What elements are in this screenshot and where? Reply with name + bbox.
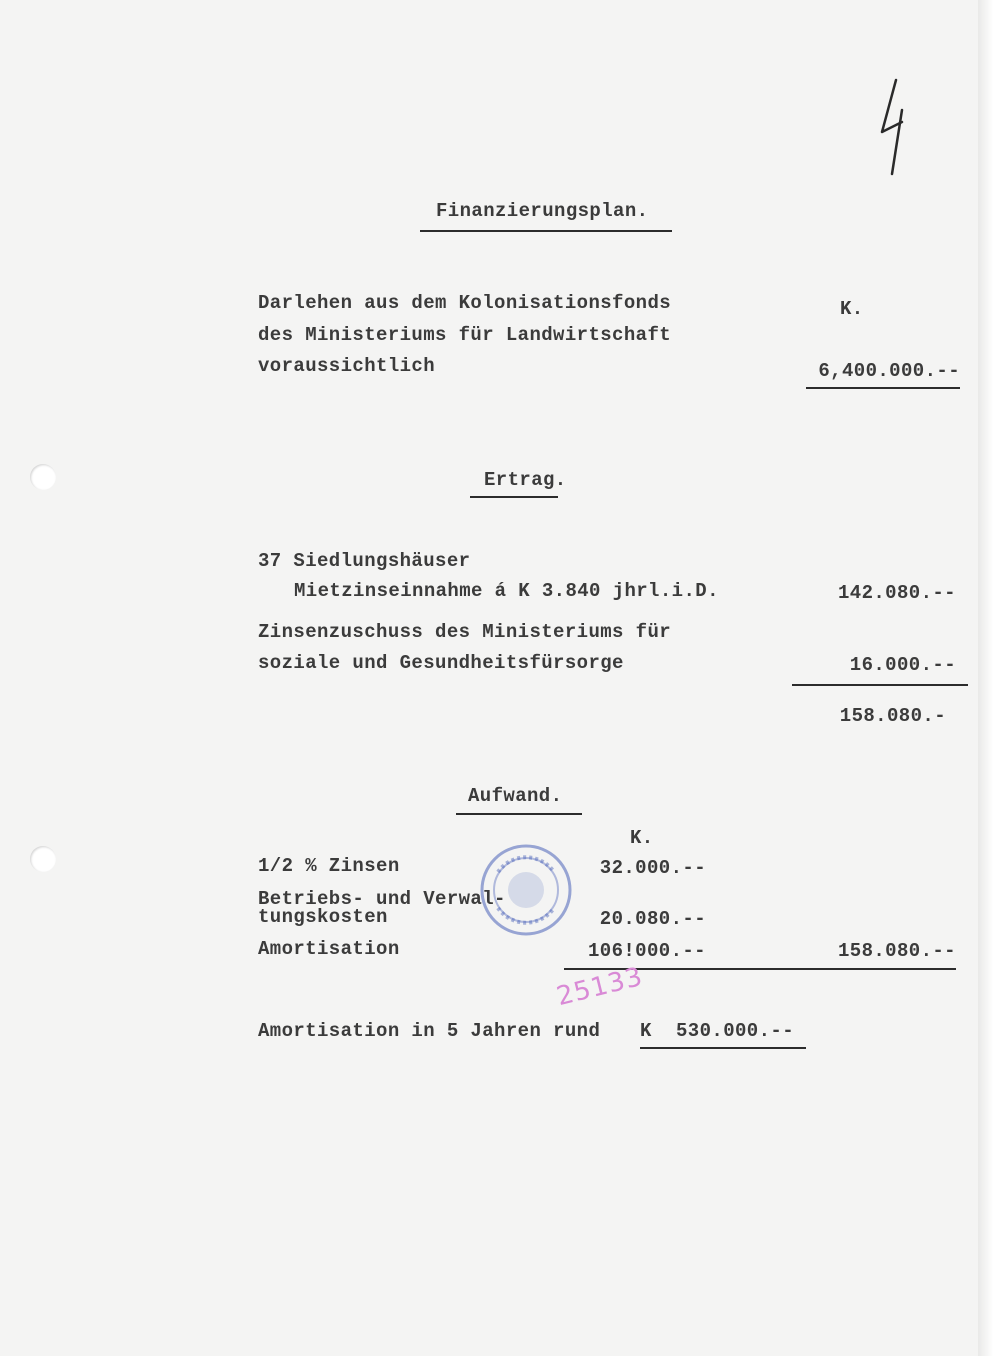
revenue-sum-line — [792, 684, 968, 686]
punch-hole-upper — [30, 464, 56, 490]
expenses-title-underline — [456, 813, 582, 815]
summary-amount-underline — [640, 1047, 806, 1049]
financing-line-3: voraussichtlich — [258, 355, 436, 377]
financing-line-1: Darlehen aus dem Kolonisationsfonds — [258, 292, 672, 314]
operating-costs-amount: 20.080.-- — [599, 908, 706, 930]
operating-costs-line2: tungskosten — [258, 906, 388, 928]
revenue-total: 158.080.- — [839, 705, 946, 727]
expenses-title: Aufwand. — [468, 785, 563, 807]
revenue-item1-amount: 142.080.-- — [837, 582, 956, 604]
financing-title-underline — [420, 230, 672, 232]
financing-title: Finanzierungsplan. — [436, 200, 649, 222]
revenue-item2-line1: Zinsenzuschuss des Ministeriums für — [258, 621, 672, 643]
operating-costs-line1: Betriebs- und Verwal- — [258, 888, 506, 910]
financing-currency: K. — [840, 298, 864, 320]
punch-hole-lower — [30, 846, 56, 872]
expenses-total: 158.080.-- — [837, 940, 956, 962]
revenue-item1-line1: 37 Siedlungshäuser — [258, 550, 471, 572]
financing-line-2: des Ministeriums für Landwirtschaft — [258, 324, 672, 346]
summary-label: Amortisation in 5 Jahren rund — [258, 1020, 601, 1042]
revenue-item1-line2: Mietzinseinnahme á K 3.840 jhrl.i.D. — [294, 580, 719, 602]
revenue-item2-line2: soziale und Gesundheitsfürsorge — [258, 652, 624, 674]
financing-amount: 6,400.000.-- — [818, 360, 960, 382]
amortisation-label: Amortisation — [258, 938, 400, 960]
pencil-note: 25133 — [553, 961, 647, 1013]
revenue-item2-amount: 16.000.-- — [849, 654, 956, 676]
financing-amount-underline — [806, 387, 960, 389]
paper-edge — [978, 0, 1000, 1356]
amortisation-amount: 106!000.-- — [587, 940, 706, 962]
revenue-title-underline — [470, 496, 558, 498]
interest-amount: 32.000.-- — [599, 857, 706, 879]
handwritten-page-number — [872, 70, 922, 180]
interest-label: 1/2 % Zinsen — [258, 855, 400, 877]
revenue-title: Ertrag. — [484, 469, 567, 491]
summary-currency: K — [640, 1020, 652, 1042]
summary-amount: 530.000.-- — [676, 1020, 795, 1042]
rubber-stamp — [478, 842, 574, 938]
expenses-currency: K. — [630, 827, 654, 849]
